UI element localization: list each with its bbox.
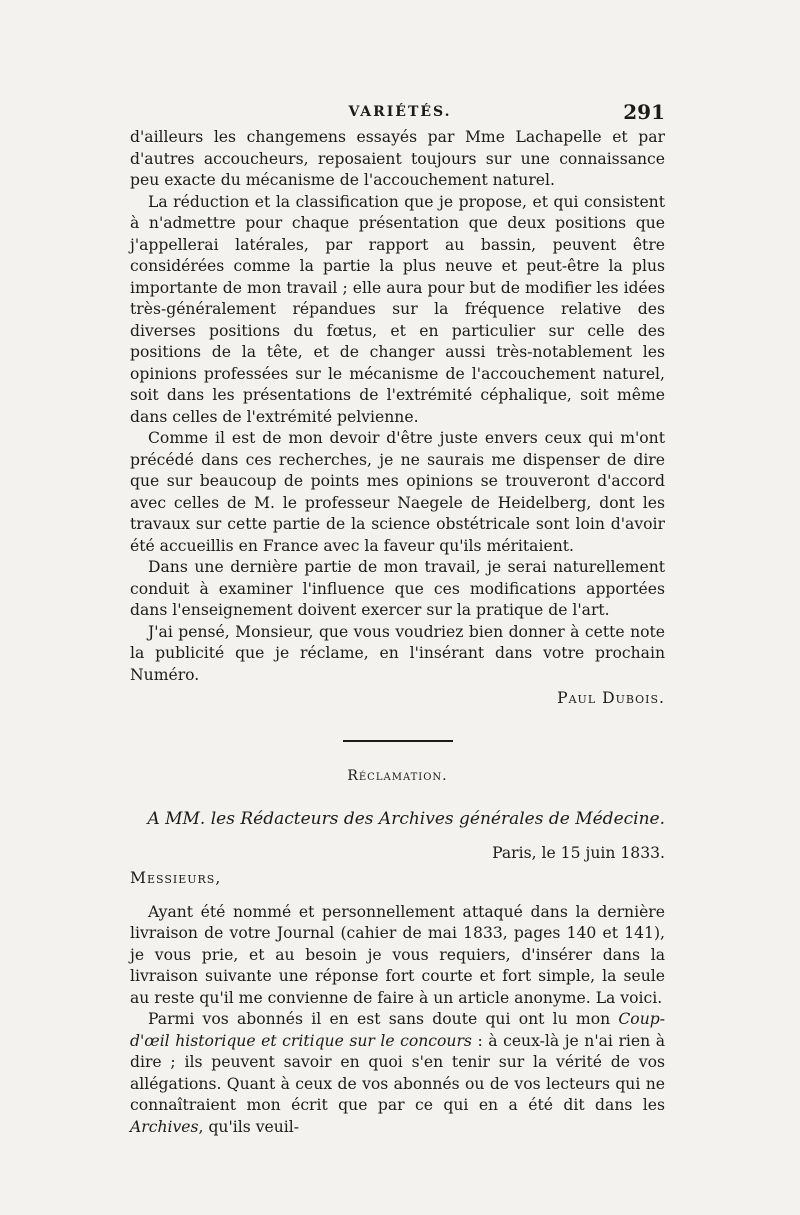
letter-date: Paris, le 15 juin 1833. [492,843,665,862]
journal-name: Archives [130,1117,199,1136]
letter-paragraph-1: Ayant été nommé et personnellement attaqué dans la dernière livraison de votre Journal (cahier de mai 1833, pages 140 et 141), je vous prie, et au besoin je vous requiers, d'insérer dans la livraison suivante une réponse fort courte et fort simple, la seule au reste qu'il me convienne de faire à un article anonyme. La voici. [130,902,665,1007]
letter-p2-part-a: Parmi vos abonnés il en est sans doute qui ont lu mon [148,1010,619,1028]
section-heading: Réclamation. [347,767,448,784]
letter-paragraph-2 [130,1009,665,1138]
book-title: Coup-d'œil historique et critique sur le concours [130,1010,665,1050]
signature: Paul Dubois. [557,689,665,707]
letter-greeting: Messieurs, [130,869,222,887]
running-title: VARIÉTÉS. [348,104,452,120]
letter-address: A MM. les Rédacteurs des Archives générales de Médecine. [147,809,665,829]
paragraph-2: La réduction et la classification que je propose, et qui consistent à n'admettre pour chaque présentation que deux positions que j'appellerai latérales, par rapport au bassin, peuvent être considérées comme la partie la plus neuve et peut-être la plus importante de mon travail ; elle aura pour but de modifier les idées très-généralement répandues sur la fréquence relative des diverses positions du fœtus, et en particulier sur celle des positions de la tête, et de changer aussi très-notablement les opinions professées sur le mécanisme de l'accouchement naturel, soit dans les présentations de l'extrémité céphalique, soit même dans celles de l'extrémité pelvienne. [130,192,665,426]
page-number: 291 [623,100,665,124]
paragraph-4: Dans une dernière partie de mon travail, je serai naturellement conduit à examiner l'influence que ces modifications apportées dans l'enseignement doivent exercer sur la pratique de l'art. [130,558,665,619]
running-header [135,100,665,130]
paragraph-5: J'ai pensé, Monsieur, que vous voudriez bien donner à cette note la publicité que je réclame, en l'insérant dans votre prochain Numéro. [130,622,665,684]
letter-p2-part-b: : à ceux-là je n'ai rien à dire ; ils peuvent savoir en quoi s'en tenir sur la vérité de vos allégations. Quant à ceux de vos abonnés ou de vos lecteurs qui ne connaîtraient mon écrit que par ce qui en a été dit dans les [130,1031,665,1114]
letter-p2-part-c: , qu'ils veuil- [198,1117,300,1136]
body-text [130,127,665,1138]
paragraph-3: Comme il est de mon devoir d'être juste envers ceux qui m'ont précédé dans ces recherches, je ne saurais me dispenser de dire que sur beaucoup de points mes opinions se trouveront d'accord avec celles de M. le professeur Naegele de Heidelberg, dont les travaux sur cette partie de la science obstétricale sont loin d'avoir été accueillis en France avec la faveur qu'ils méritaient. [130,429,665,555]
paragraph-1: d'ailleurs les changemens essayés par Mme Lachapelle et par d'autres accoucheurs, reposaient toujours sur une connaissance peu exacte du mécanisme de l'accouchement naturel. [130,128,665,189]
section-divider [343,740,453,742]
